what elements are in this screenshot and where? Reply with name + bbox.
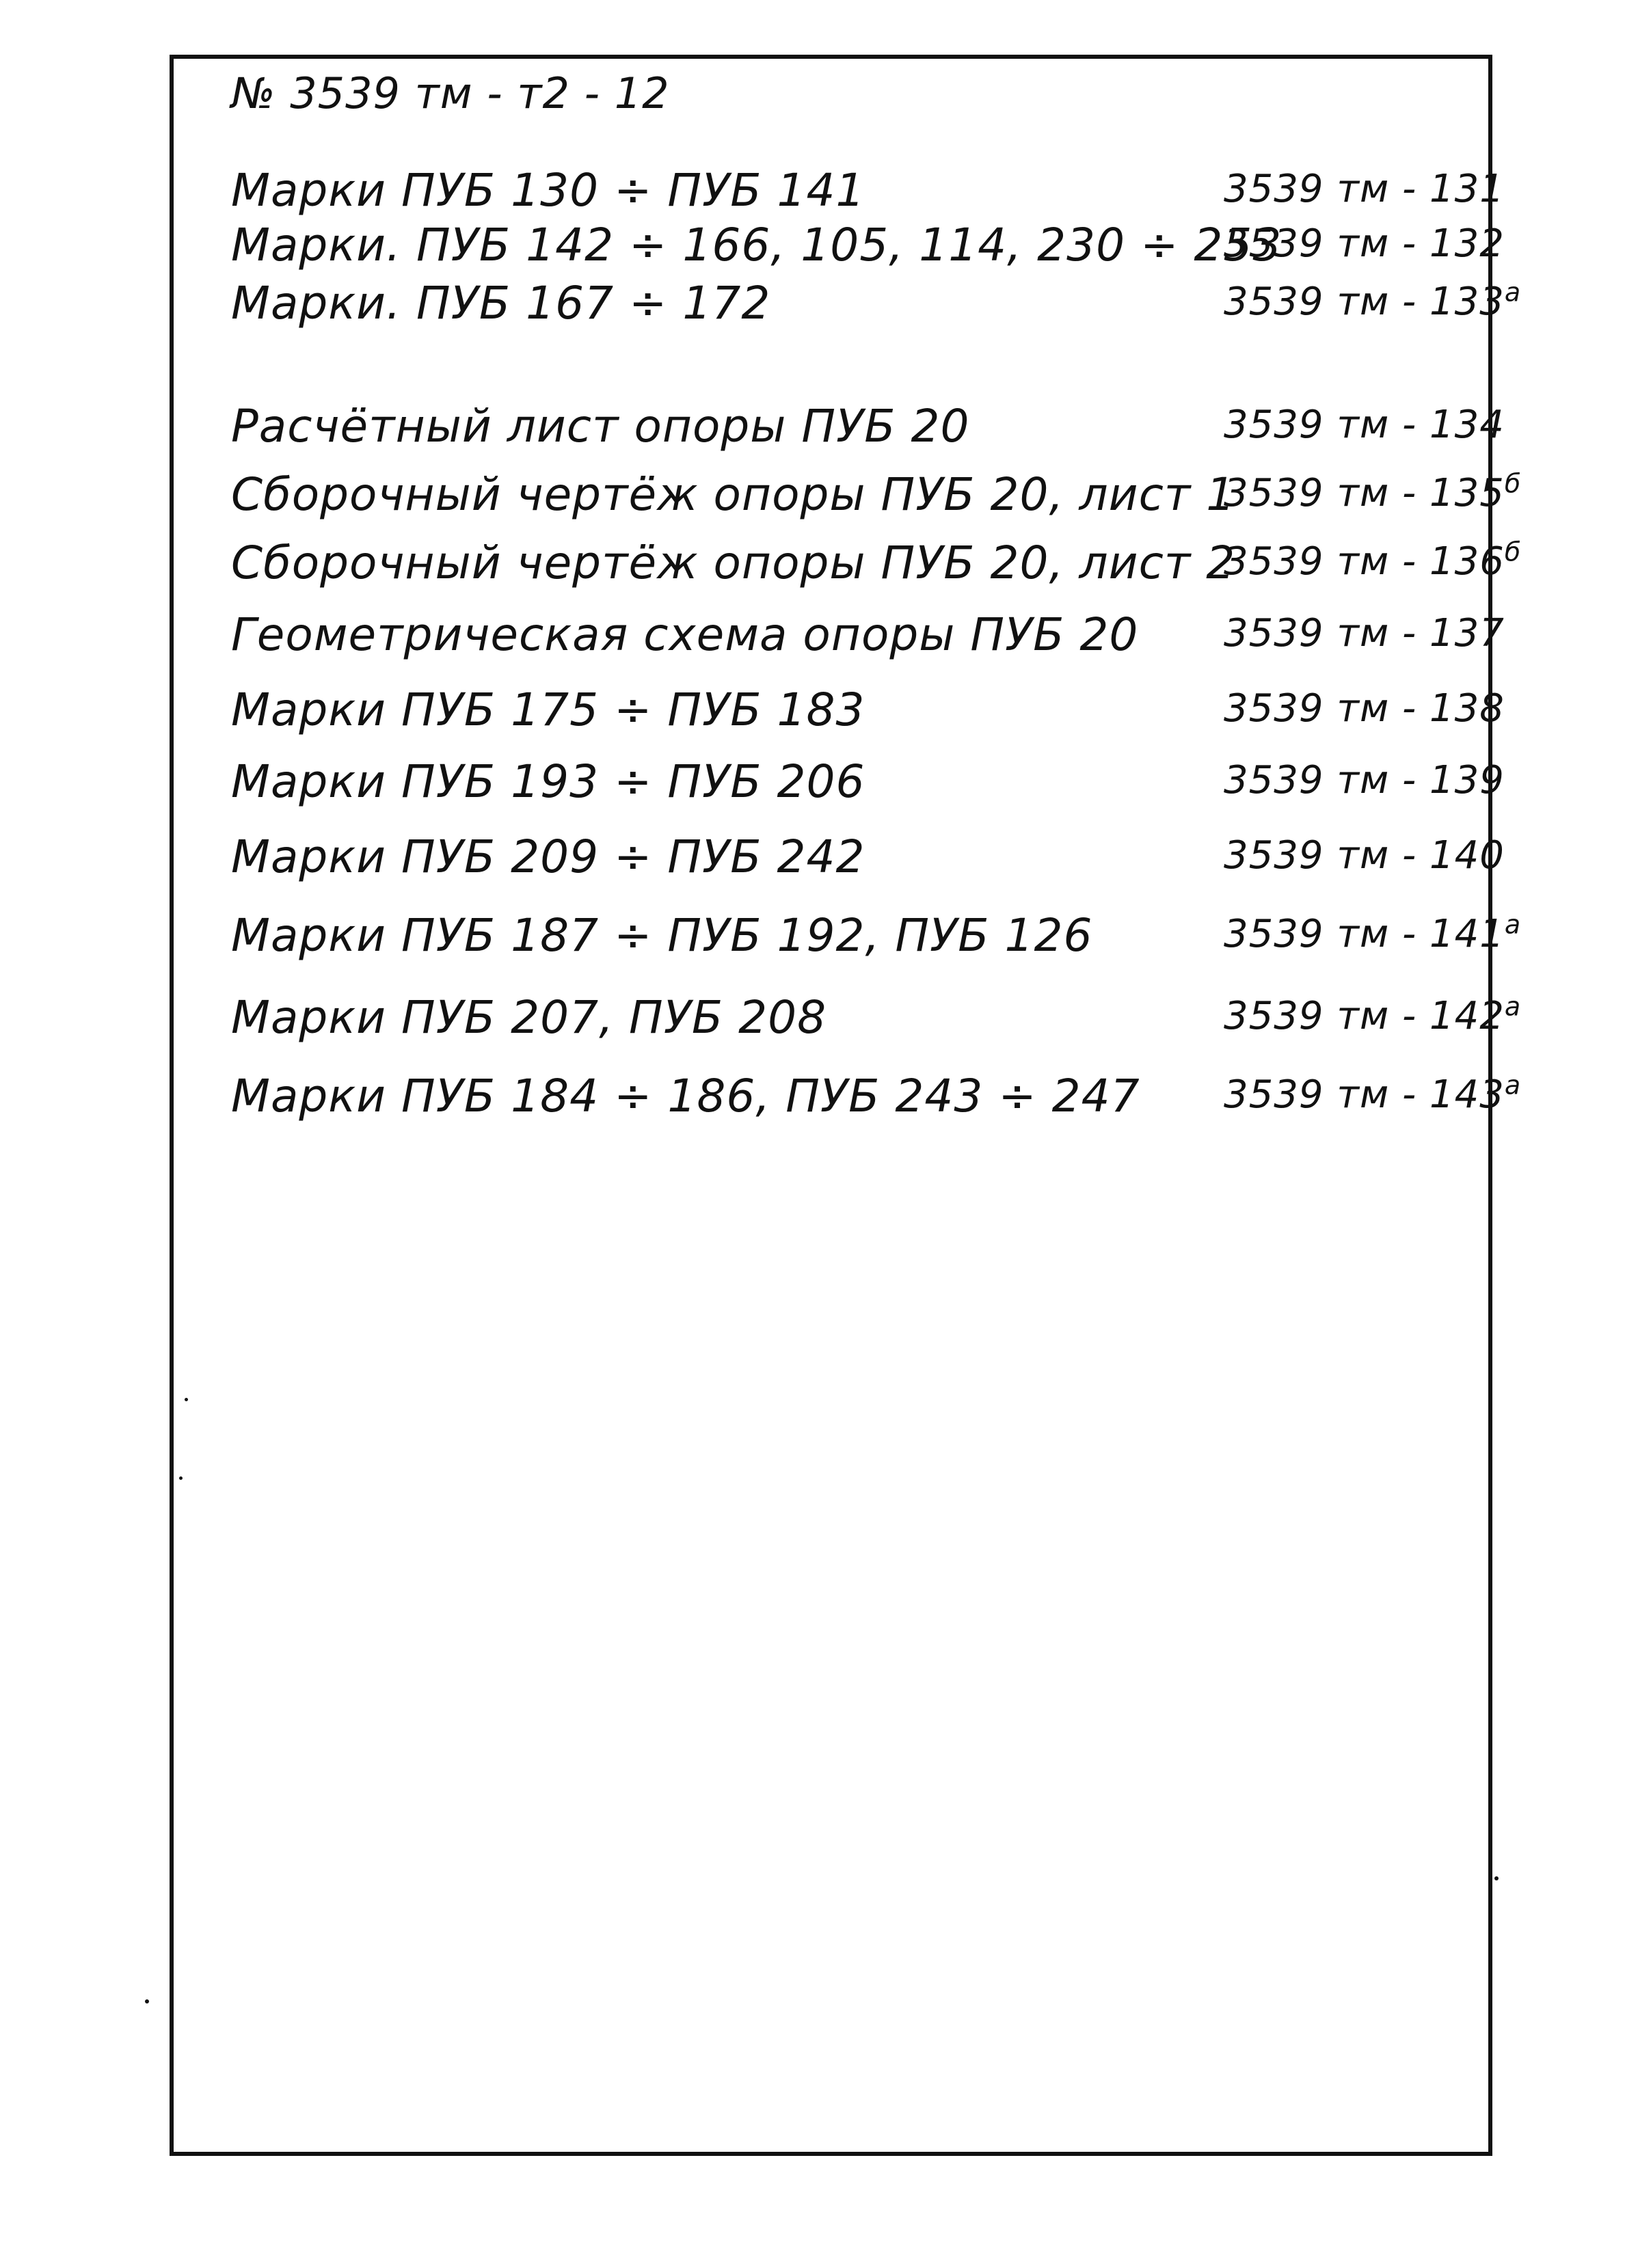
list-item-title: Геометрическая схема опоры ПУБ 20 [231,608,1139,661]
scan-speck [179,1476,183,1480]
list-item-title: Марки ПУБ 187 ÷ ПУБ 192, ПУБ 126 [231,909,1093,962]
list-item [0,1070,1625,1131]
list-item-code: 3539 тм - 134 [1224,403,1505,447]
list-item-title: Марки ПУБ 184 ÷ 186, ПУБ 243 ÷ 247 [231,1070,1140,1122]
list-item-code: 3539 тм - $143^а$ [1224,1070,1522,1117]
list-item-suffix: а [1504,277,1522,308]
list-item-suffix: а [1504,1070,1522,1101]
list-item-code: 3539 тм - 140 [1224,833,1505,878]
list-item-code: 3539 тм - 131 [1224,167,1505,211]
list-item [0,684,1625,745]
list-item-title: Марки. ПУБ 142 ÷ 166, 105, 114, 230 ÷ 253 [231,219,1282,271]
list-item-code: 3539 тм - $141^а$ [1224,909,1522,956]
list-item-suffix: а [1504,909,1522,940]
list-item-title: Сборочный чертёж опоры ПУБ 20, лист 1 [231,468,1236,521]
list-item-title: Марки ПУБ 130 ÷ ПУБ 141 [231,164,865,217]
list-item [0,219,1625,280]
list-item-title: Марки. ПУБ 167 ÷ 172 [231,277,771,329]
list-item-code: 3539 тм - 138 [1224,686,1505,731]
list-item [0,277,1625,338]
document-number: № 3539 тм - т2 - 12 [231,68,670,118]
list-item-code: 3539 тм - 132 [1224,221,1505,266]
list-item-code: 3539 тм - 137 [1224,611,1505,656]
list-item [0,468,1625,530]
scan-speck [1494,1876,1499,1880]
list-item [0,608,1625,670]
list-item [0,909,1625,971]
list-item [0,991,1625,1053]
list-item-code: 3539 тм - 139 [1224,758,1505,802]
list-item-title: Сборочный чертёж опоры ПУБ 20, лист 2 [231,537,1236,589]
list-item-code: 3539 тм - $135^б$ [1224,468,1522,515]
list-item [0,537,1625,598]
list-item [0,831,1625,892]
list-item-code: 3539 тм - $136^б$ [1224,537,1522,584]
list-item-title: Марки ПУБ 193 ÷ ПУБ 206 [231,755,865,808]
list-item-suffix: а [1504,991,1522,1022]
list-item [0,400,1625,461]
list-item [0,755,1625,817]
scan-speck [185,1398,188,1401]
list-item-suffix: б [1504,537,1522,567]
list-item-suffix: б [1504,468,1522,499]
list-item-title: Расчётный лист опоры ПУБ 20 [231,400,970,453]
list-item [0,164,1625,226]
list-item-code: 3539 тм - $133^а$ [1224,277,1522,324]
list-item-code: 3539 тм - $142^а$ [1224,991,1522,1038]
list-item-title: Марки ПУБ 175 ÷ ПУБ 183 [231,684,865,736]
list-item-title: Марки ПУБ 209 ÷ ПУБ 242 [231,831,865,883]
list-item-title: Марки ПУБ 207, ПУБ 208 [231,991,827,1044]
scan-speck [145,1999,149,2003]
